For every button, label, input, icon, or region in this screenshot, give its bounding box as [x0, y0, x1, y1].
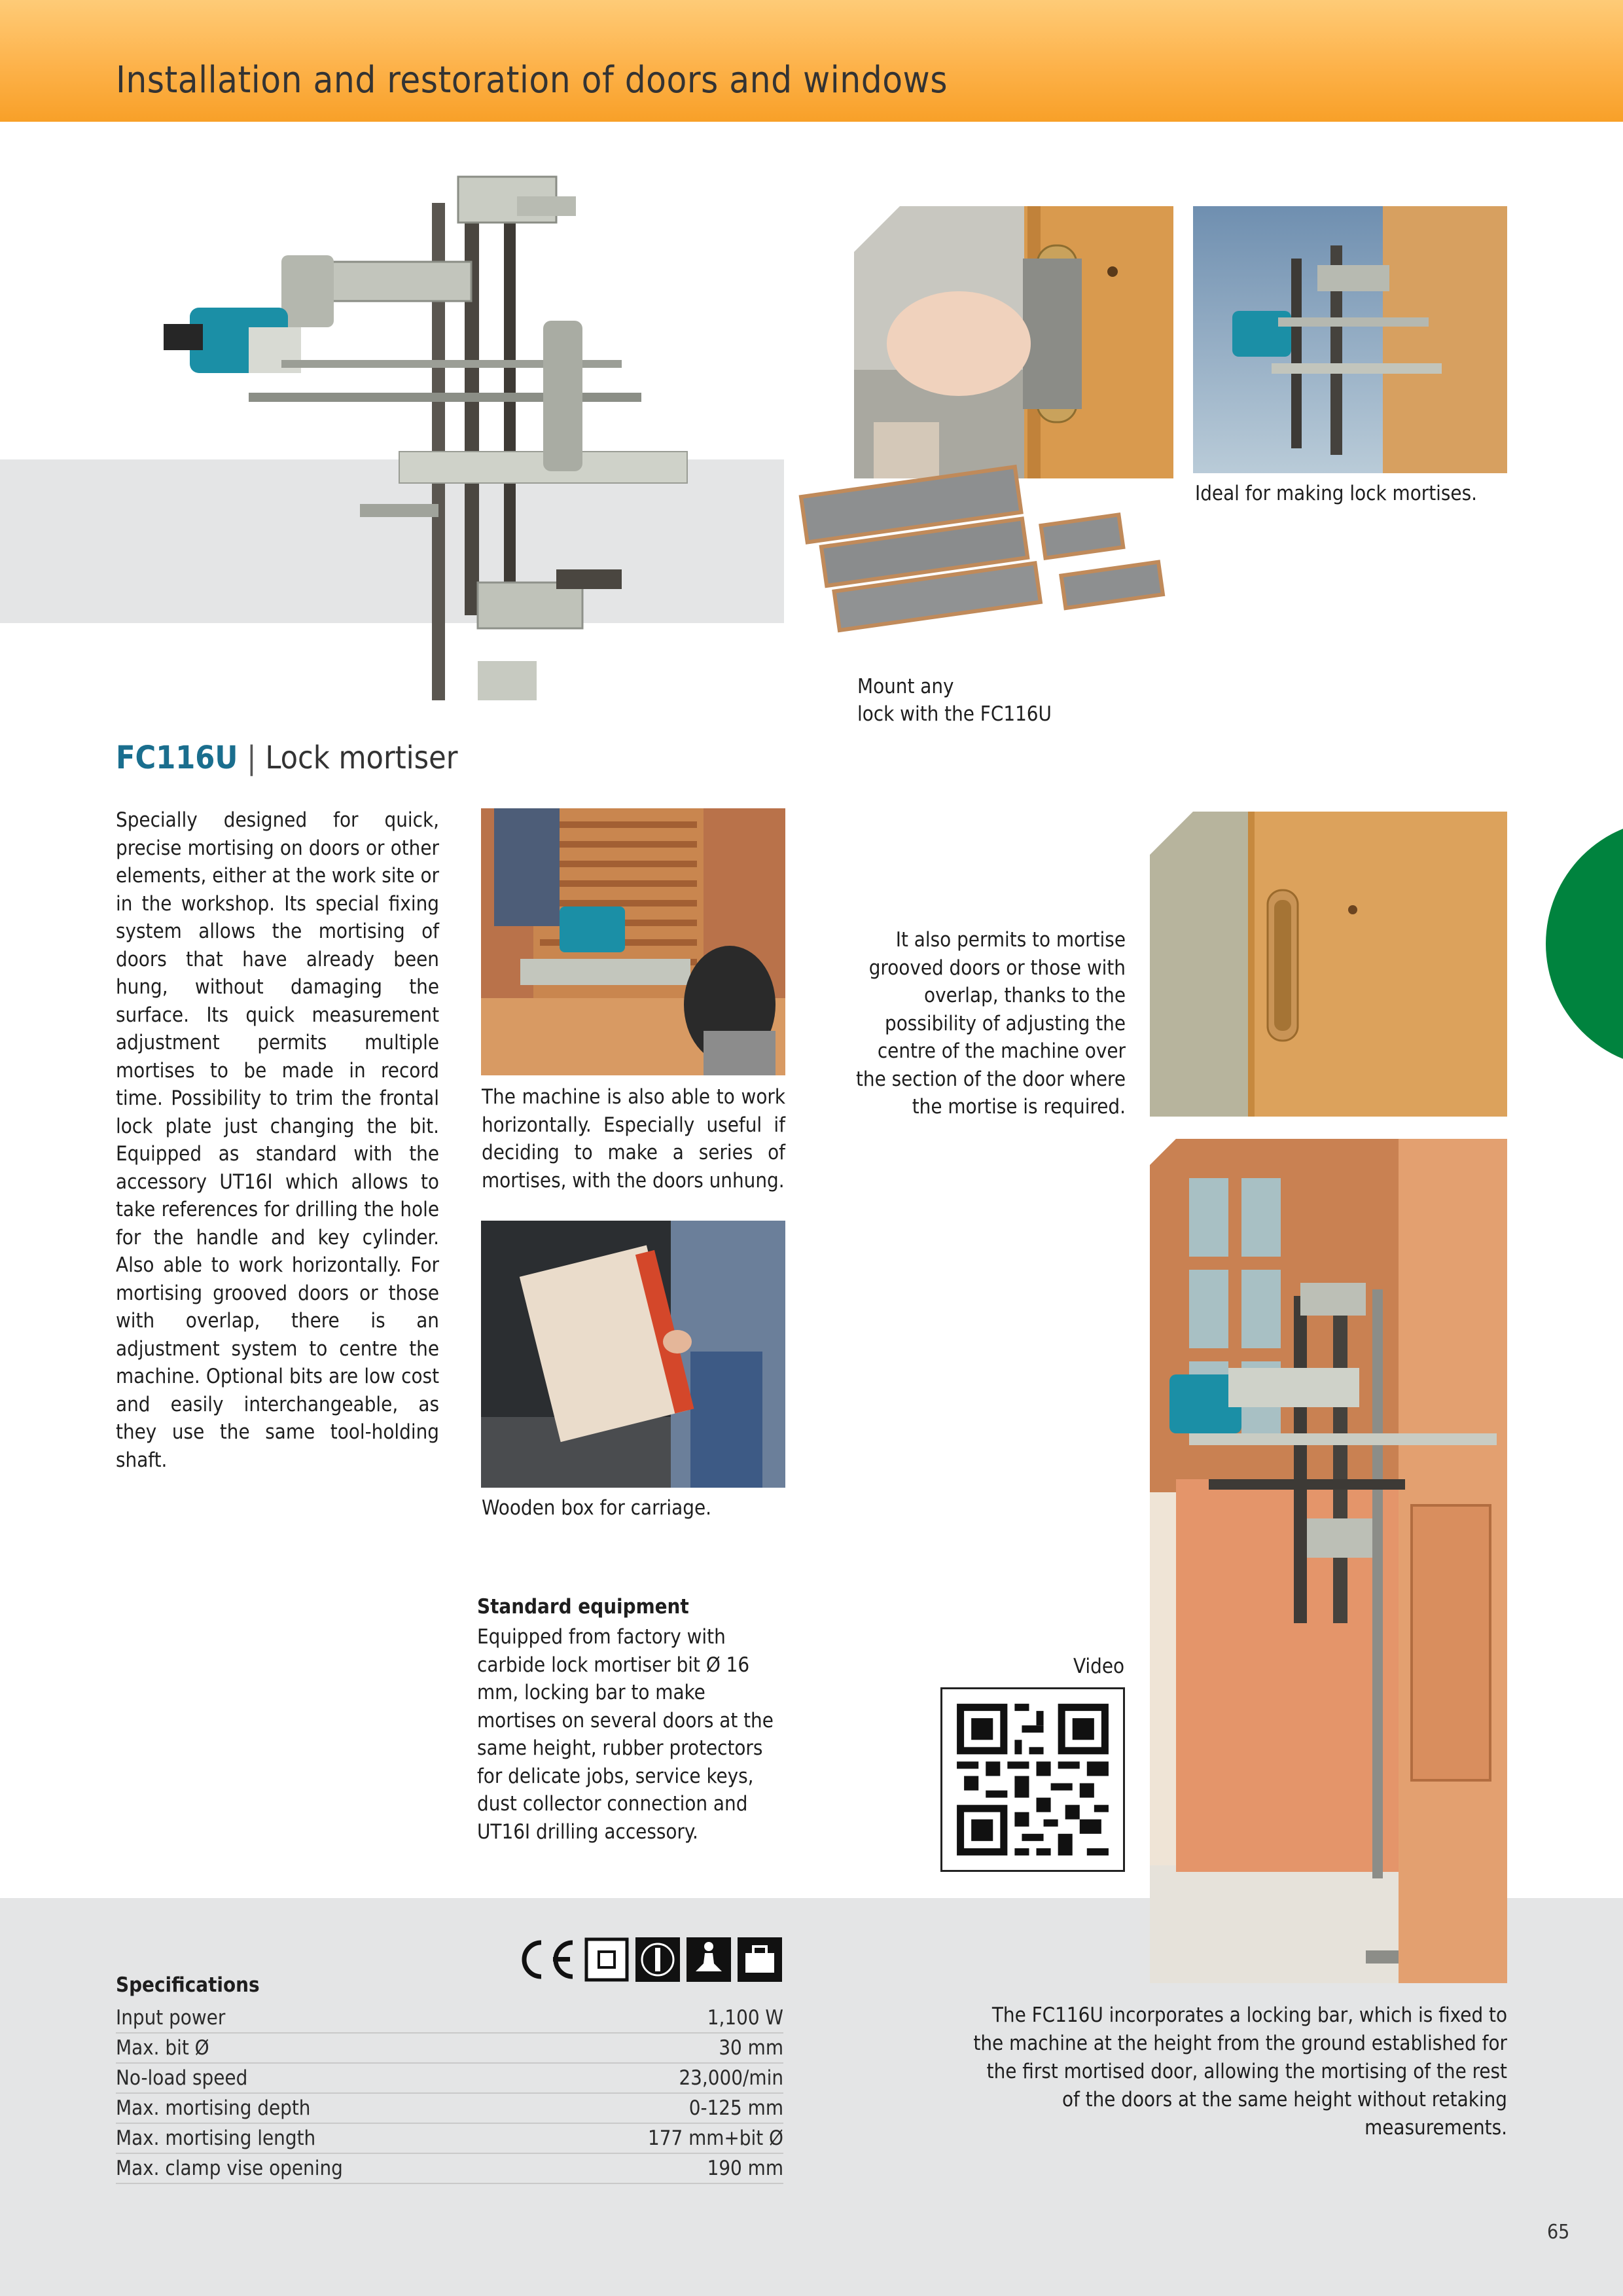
spec-value: 190 mm — [534, 2153, 783, 2183]
product-description: Specially designed for quick, precise mortising on doors or other elements, either at the work site or in the workshop. Its special fixing system allows the mortising of doors that have already been hung, without damaging the surface. Its quick measurement adjustment permits multiple mortises to be made in record time. Possibility to trim the frontal lock plate just changing the bit. Equipped as standard with the accessory UT16I which allows to take references for drilling the hole for the handle and key cylinder. Also able to work horizontally. For mortising grooved doors or those with overlap, there is an adjustment system to centre the machine. Optional bits are low cost and easily interchangeable, as they use the same tool-holding shaft. — [116, 808, 439, 1472]
product-separator: | — [247, 740, 257, 776]
caption-horizontal-work: The machine is also able to work horizontally. Especially useful if deciding to make a series of mortises, with the doors unhung. — [482, 1085, 785, 1193]
caption-mount-line-1: Mount any — [857, 675, 954, 698]
spec-row — [116, 2033, 783, 2063]
certification-icons — [512, 1937, 782, 1982]
video-label: Video — [1073, 1655, 1125, 1678]
specifications-title: Specifications — [116, 1973, 260, 1997]
spec-row — [116, 2123, 783, 2153]
section-tab-marker — [1546, 819, 1623, 1068]
carry-case-icon — [738, 1937, 782, 1982]
spec-value: 177 mm+bit Ø — [534, 2123, 783, 2153]
read-manual-icon — [635, 1937, 680, 1982]
caption-grooved-doors: It also permits to mortise grooved doors or those with overlap, thanks to the possibility of adjusting the centre of the machine over the section of the door where the mortise is required. — [855, 928, 1126, 1119]
product-code: FC116U — [116, 740, 238, 776]
locks-assortment-photo — [797, 458, 1183, 655]
spec-label: Max. clamp vise opening — [116, 2153, 534, 2183]
double-insulation-icon — [584, 1937, 629, 1982]
mortise-slot-photo — [1150, 812, 1507, 1117]
caption-mount-line-2: lock with the FC116U — [857, 702, 1052, 726]
spec-value: 30 mm — [534, 2033, 783, 2063]
standard-equipment-title: Standard equipment — [477, 1595, 689, 1619]
lock-installed-photo — [854, 206, 1173, 478]
caption-mount-lock — [857, 673, 1052, 728]
spec-row — [116, 2003, 783, 2033]
product-name: Lock mortiser — [265, 740, 458, 776]
specifications-table — [116, 2003, 783, 2184]
spec-value: 23,000/min — [534, 2063, 783, 2093]
machine-on-door-photo — [1193, 206, 1507, 473]
spec-label: Input power — [116, 2003, 534, 2033]
wooden-box-photo — [481, 1221, 785, 1488]
product-heading — [116, 740, 457, 776]
ce-mark-icon — [512, 1937, 578, 1982]
locking-bar-door-photo — [1150, 1139, 1507, 1983]
caption-locking-bar: The FC116U incorporates a locking bar, which is fixed to the machine at the height from the ground established for the first mortised door, allowing the mortising of the rest of the doors at the same height without retaking measurements. — [973, 2003, 1507, 2140]
spec-value: 1,100 W — [534, 2003, 783, 2033]
spec-row — [116, 2093, 783, 2123]
spec-label: No-load speed — [116, 2063, 534, 2093]
spec-row — [116, 2153, 783, 2183]
page-title: Installation and restoration of doors and windows — [116, 59, 948, 101]
spec-value: 0-125 mm — [534, 2093, 783, 2123]
video-qr-code[interactable] — [940, 1687, 1125, 1872]
spec-label: Max. bit Ø — [116, 2033, 534, 2063]
caption-wooden-box: Wooden box for carriage. — [482, 1496, 712, 1520]
caption-lock-mortises: Ideal for making lock mortises. — [1195, 482, 1477, 505]
standard-equipment-text: Equipped from factory with carbide lock mortiser bit Ø 16 mm, locking bar to make mortises on several doors at the same height, rubber protectors for delicate jobs, service keys, dust collector connection and UT16I drilling accessory. — [477, 1625, 774, 1844]
page-number: 65 — [1547, 2221, 1570, 2244]
spec-label: Max. mortising length — [116, 2123, 534, 2153]
mortiser-machine-photo — [151, 164, 720, 707]
spec-label: Max. mortising depth — [116, 2093, 534, 2123]
horizontal-work-photo — [481, 808, 785, 1075]
safety-instructions-icon — [687, 1937, 731, 1982]
spec-row — [116, 2063, 783, 2093]
